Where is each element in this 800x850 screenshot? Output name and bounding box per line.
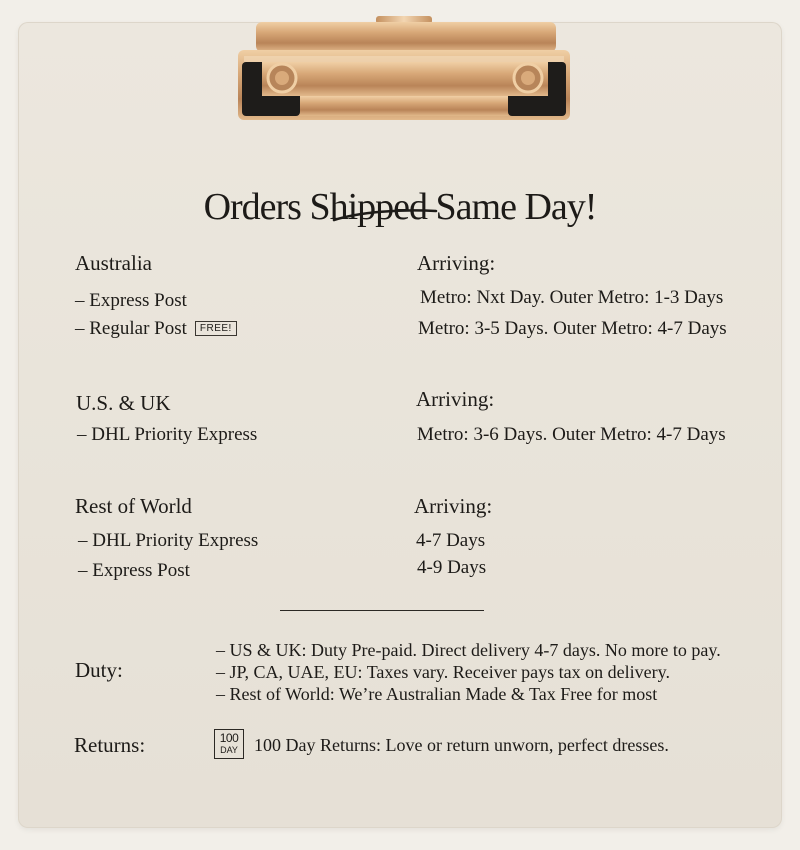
rest-of-world-service-express-post: – Express Post xyxy=(78,560,190,581)
service-name: – Regular Post xyxy=(75,318,187,339)
australia-arriving-label: Arriving: xyxy=(417,251,496,275)
swoosh-underline-icon xyxy=(330,206,440,226)
rest-of-world-heading: Rest of World xyxy=(75,494,192,518)
australia-heading: Australia xyxy=(75,251,152,275)
duty-line-rest-of-world: – Rest of World: We’re Australian Made & Tax Free for most xyxy=(216,684,658,704)
australia-service-express-post: – Express Post xyxy=(75,290,187,311)
100-day-badge-icon xyxy=(214,729,244,759)
australia-eta-regular-post: Metro: 3-5 Days. Outer Metro: 4-7 Days xyxy=(418,318,727,339)
rest-of-world-service-dhl: – DHL Priority Express xyxy=(78,530,259,551)
free-badge: FREE! xyxy=(195,321,237,336)
rest-of-world-eta-express-post: 4-9 Days xyxy=(417,557,487,578)
clipboard-clip-icon xyxy=(236,14,572,122)
us-uk-heading: U.S. & UK xyxy=(76,391,171,415)
section-divider xyxy=(280,610,484,611)
duty-line-jp-ca-uae-eu: – JP, CA, UAE, EU: Taxes vary. Receiver pays tax on delivery. xyxy=(216,662,670,682)
duty-line-us-uk: – US & UK: Duty Pre-paid. Direct delivery 4-7 days. No more to pay. xyxy=(216,640,721,660)
page-title: Orders Shipped Same Day! xyxy=(203,186,597,229)
badge-number: 100 xyxy=(219,731,239,745)
australia-eta-express-post: Metro: Nxt Day. Outer Metro: 1-3 Days xyxy=(420,287,724,308)
australia-service-regular-post xyxy=(75,318,237,340)
us-uk-eta-dhl: Metro: 3-6 Days. Outer Metro: 4-7 Days xyxy=(417,424,726,445)
rest-of-world-eta-dhl: 4-7 Days xyxy=(416,530,486,551)
rest-of-world-arriving-label: Arriving: xyxy=(414,494,493,518)
us-uk-service-dhl: – DHL Priority Express xyxy=(77,424,258,445)
badge-unit: DAY xyxy=(220,745,238,755)
returns-text: 100 Day Returns: Love or return unworn, perfect dresses. xyxy=(254,735,669,755)
duty-label: Duty: xyxy=(75,658,123,682)
returns-label: Returns: xyxy=(74,733,146,757)
us-uk-arriving-label: Arriving: xyxy=(416,387,495,411)
